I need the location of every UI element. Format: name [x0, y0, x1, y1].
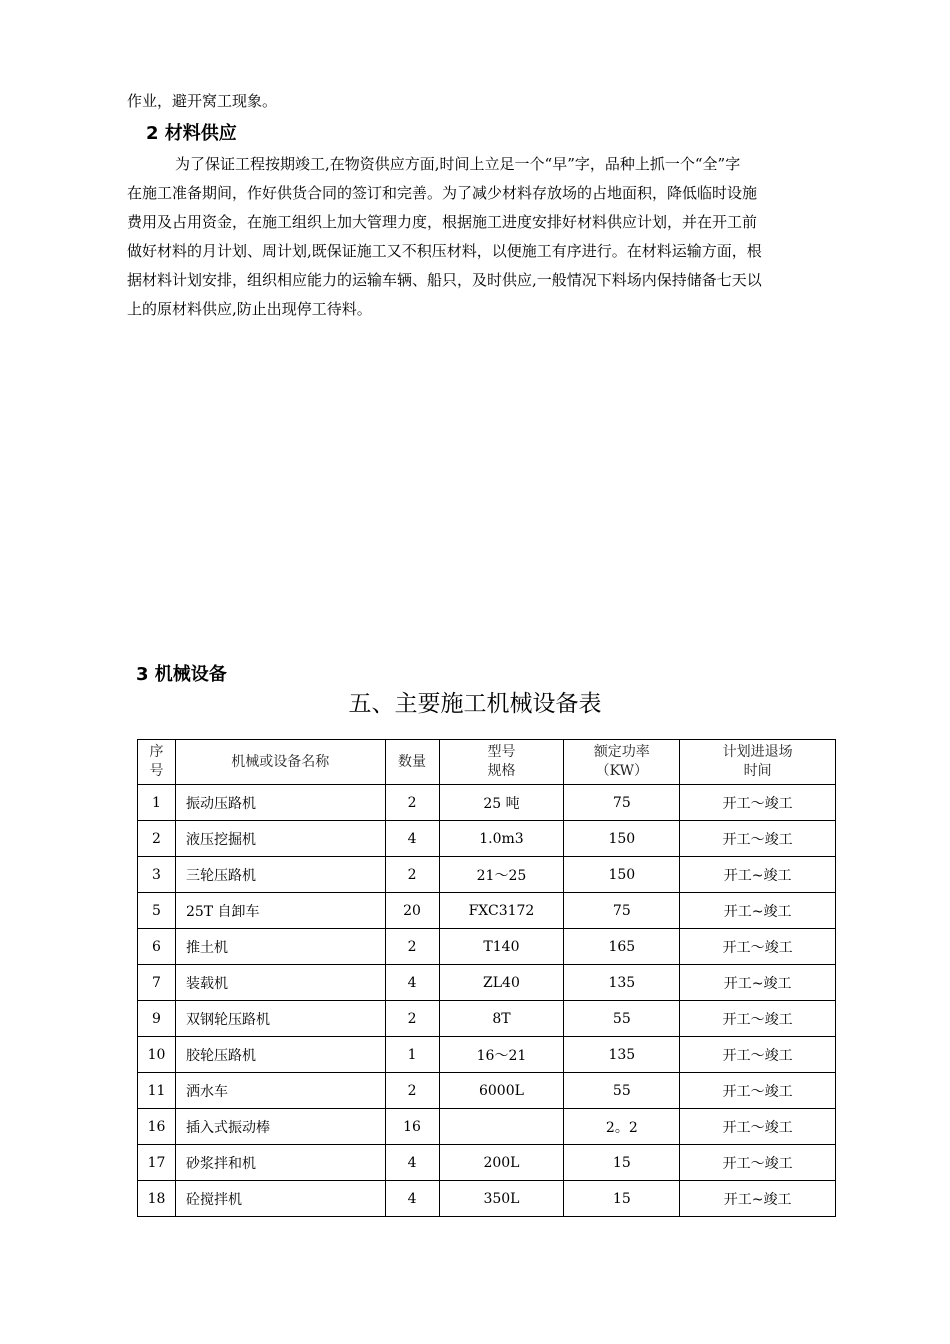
header-name: [175, 740, 385, 785]
machinery-heading: 3 机械设备: [136, 664, 227, 685]
cell-power: 75: [564, 893, 680, 929]
cell-power: 15: [564, 1145, 680, 1181]
cell-schedule: 开工～竣工: [680, 1037, 836, 1073]
cell-model: 25 吨: [439, 785, 564, 821]
cell-seq: 3: [138, 857, 176, 893]
cell-seq: 7: [138, 965, 176, 1001]
header-qty: [385, 740, 439, 785]
header-power-line1: 额定功率: [593, 744, 650, 760]
header-qty-line1: 数量: [398, 753, 427, 770]
cell-model: ZL40: [439, 965, 564, 1001]
equipment-table: [137, 739, 836, 1217]
cell-schedule: 开工~竣工: [680, 1181, 836, 1217]
cell-model: FXC3172: [439, 893, 564, 929]
cell-model: 6000L: [439, 1073, 564, 1109]
cell-qty: 4: [385, 1181, 439, 1217]
cell-name: 插入式振动棒: [175, 1109, 385, 1145]
cell-seq: 11: [138, 1073, 176, 1109]
cell-model: 16～21: [439, 1037, 564, 1073]
cell-power: 2。2: [564, 1109, 680, 1145]
cell-name: 装载机: [175, 965, 385, 1001]
cell-seq: 18: [138, 1181, 176, 1217]
paragraph-line: 做好材料的月计划、周计划,既保证施工又不积压材料，以便施工有序进行。在材料运输方面，根: [127, 242, 762, 260]
table-row: [138, 893, 836, 929]
header-model-line1: 型号: [487, 744, 516, 760]
cell-seq: 6: [138, 929, 176, 965]
paragraph-line: 据材料计划安排，组织相应能力的运输车辆、船只，及时供应,一般情况下料场内保持储备七天以: [127, 271, 762, 289]
table-row: [138, 1001, 836, 1037]
cell-schedule: 开工～竣工: [680, 785, 836, 821]
header-name-line1: 机械或设备名称: [231, 753, 330, 770]
table-row: [138, 857, 836, 893]
cell-name: 推土机: [175, 929, 385, 965]
cell-qty: 16: [385, 1109, 439, 1145]
cell-name: 双钢轮压路机: [175, 1001, 385, 1037]
cell-qty: 20: [385, 893, 439, 929]
header-power-line2: （KW）: [595, 763, 648, 779]
paragraph-line: 上的原材料供应,防止出现停工待料。: [127, 300, 372, 318]
table-title: 五、主要施工机械设备表: [348, 691, 602, 717]
cell-power: 165: [564, 929, 680, 965]
cell-power: 150: [564, 857, 680, 893]
cell-model: T140: [439, 929, 564, 965]
header-schedule-line2: 时间: [743, 763, 772, 779]
header-schedule: [680, 740, 836, 785]
cell-schedule: 开工～竣工: [680, 1145, 836, 1181]
cell-seq: 17: [138, 1145, 176, 1181]
cell-power: 75: [564, 785, 680, 821]
cell-seq: 5: [138, 893, 176, 929]
header-model-line2: 规格: [487, 763, 516, 779]
header-seq-line1: 序: [149, 744, 164, 760]
cell-name: 25T 自卸车: [175, 893, 385, 929]
materials-heading: 2 材料供应: [146, 123, 237, 144]
header-schedule-line1: 计划进退场: [722, 744, 793, 760]
cell-name: 洒水车: [175, 1073, 385, 1109]
cell-qty: 4: [385, 965, 439, 1001]
cell-model: 350L: [439, 1181, 564, 1217]
header-power: [564, 740, 680, 785]
cell-power: 135: [564, 965, 680, 1001]
cell-name: 砂浆拌和机: [175, 1145, 385, 1181]
header-model: [439, 740, 564, 785]
cell-power: 55: [564, 1073, 680, 1109]
table-row: [138, 965, 836, 1001]
cell-power: 150: [564, 821, 680, 857]
header-seq: [138, 740, 176, 785]
cell-qty: 2: [385, 1073, 439, 1109]
table-header-row: [138, 740, 836, 785]
cell-name: 胶轮压路机: [175, 1037, 385, 1073]
cell-name: 液压挖掘机: [175, 821, 385, 857]
cell-seq: 2: [138, 821, 176, 857]
cell-qty: 2: [385, 857, 439, 893]
cell-power: 135: [564, 1037, 680, 1073]
cell-name: 三轮压路机: [175, 857, 385, 893]
cell-model: [439, 1109, 564, 1145]
cell-qty: 4: [385, 821, 439, 857]
table-row: [138, 821, 836, 857]
cell-qty: 2: [385, 1001, 439, 1037]
header-seq-line2: 号: [149, 763, 164, 779]
cell-model: 1.0m3: [439, 821, 564, 857]
cell-model: 8T: [439, 1001, 564, 1037]
cell-name: 砼搅拌机: [175, 1181, 385, 1217]
table-row: [138, 1109, 836, 1145]
cell-power: 55: [564, 1001, 680, 1037]
cell-schedule: 开工~竣工: [680, 857, 836, 893]
cell-seq: 9: [138, 1001, 176, 1037]
cell-qty: 2: [385, 929, 439, 965]
cell-schedule: 开工～竣工: [680, 821, 836, 857]
cell-schedule: 开工~竣工: [680, 893, 836, 929]
paragraph-line: 为了保证工程按期竣工,在物资供应方面,时间上立足一个“早”字，品种上抓一个“全”字: [175, 155, 741, 173]
cell-power: 15: [564, 1181, 680, 1217]
materials-paragraph: [127, 150, 847, 324]
paragraph-line: 在施工准备期间，作好供货合同的签订和完善。为了减少材料存放场的占地面积，降低临时设施: [127, 184, 758, 202]
cell-name: 振动压路机: [175, 785, 385, 821]
cell-schedule: 开工～竣工: [680, 1073, 836, 1109]
cell-seq: 16: [138, 1109, 176, 1145]
table-row: [138, 929, 836, 965]
cell-qty: 2: [385, 785, 439, 821]
cell-model: 21～25: [439, 857, 564, 893]
table-row: [138, 1073, 836, 1109]
table-row: [138, 1037, 836, 1073]
intro-line: 作业，避开窝工现象。: [127, 92, 278, 110]
table-row: [138, 1181, 836, 1217]
cell-seq: 1: [138, 785, 176, 821]
cell-schedule: 开工～竣工: [680, 1001, 836, 1037]
table-row: [138, 785, 836, 821]
cell-qty: 1: [385, 1037, 439, 1073]
cell-schedule: 开工～竣工: [680, 1109, 836, 1145]
cell-schedule: 开工～竣工: [680, 929, 836, 965]
cell-model: 200L: [439, 1145, 564, 1181]
paragraph-line: 费用及占用资金，在施工组织上加大管理力度，根据施工进度安排好材料供应计划，并在开工前: [127, 213, 758, 231]
table-row: [138, 1145, 836, 1181]
cell-qty: 4: [385, 1145, 439, 1181]
cell-seq: 10: [138, 1037, 176, 1073]
cell-schedule: 开工~竣工: [680, 965, 836, 1001]
